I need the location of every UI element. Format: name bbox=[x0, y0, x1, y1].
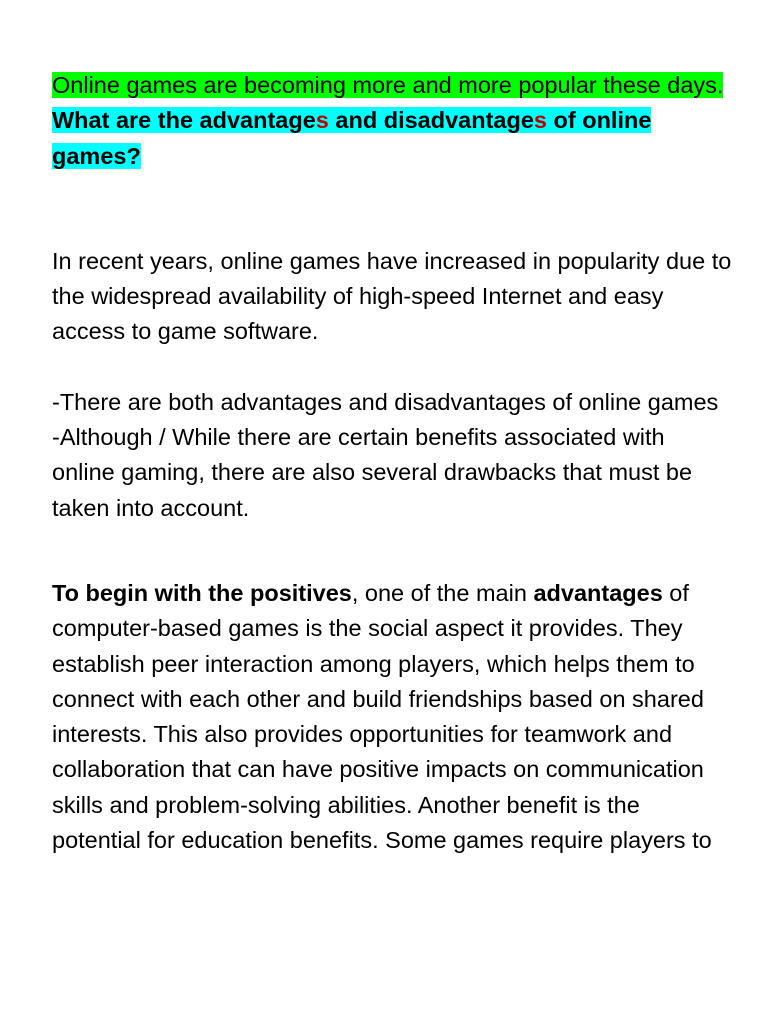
body-rest: of computer-based games is the social aspect it provides. They establish peer interaction among players, which helps them to connect with each other and build friendships based on shared interests. This also provides opportunities for teamwork and collaboration that can have positive impacts on communication skills and problem-solving abilities. Another benefit is the potential for education benefits. Some games require players to bbox=[52, 579, 712, 854]
essay-question bbox=[52, 103, 732, 174]
thesis-option-2: -Although / While there are certain benefits associated with online gaming, there are also several drawbacks that must be taken into account. bbox=[52, 424, 693, 521]
body-paragraph bbox=[52, 576, 732, 858]
question-text-1: What are the advantage bbox=[52, 107, 316, 134]
intro-paragraph: In recent years, online games have increased in popularity due to the widespread availability of high-speed Internet and easy access to game software. bbox=[52, 247, 732, 345]
body-advantages-bold: advantages bbox=[533, 579, 663, 606]
topic-statement bbox=[52, 68, 732, 103]
question-text-2: and disadvantage bbox=[328, 107, 534, 134]
thesis-option-1: -There are both advantages and disadvantages of online games bbox=[52, 388, 719, 415]
topic-highlight: Online games are becoming more and more popular these days. bbox=[52, 72, 724, 98]
question-highlight bbox=[52, 107, 651, 168]
question-red-s-2: s bbox=[533, 107, 547, 134]
question-red-s-1: s bbox=[315, 107, 329, 134]
body-after-lead: , one of the main bbox=[351, 579, 534, 606]
question-text-3: of online games? bbox=[52, 107, 652, 169]
document-page bbox=[52, 68, 732, 858]
body-lead-bold: To begin with the positives bbox=[52, 579, 352, 606]
